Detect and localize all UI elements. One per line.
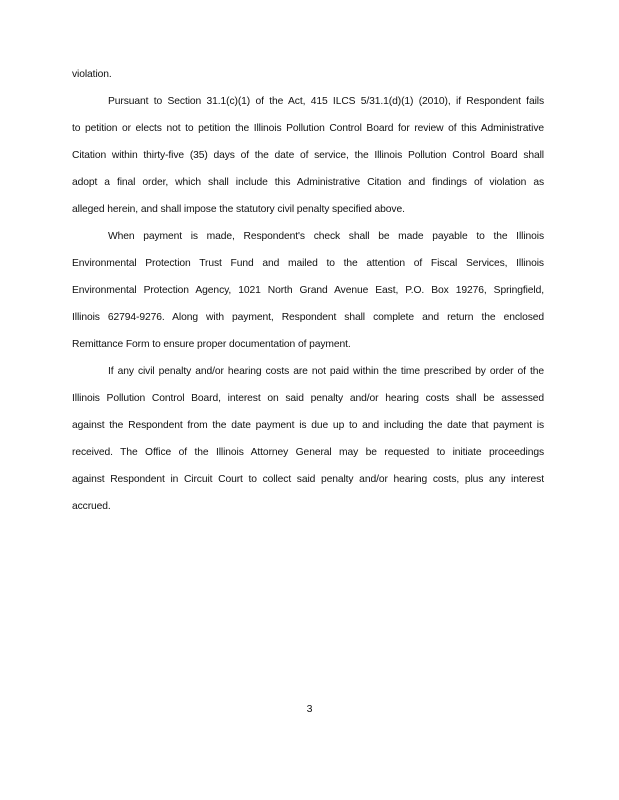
paragraph-line: adopt a final order, which shall include this Administrative Citation and findings of violation as xyxy=(72,177,544,188)
page-number: 3 xyxy=(306,703,313,715)
paragraph-line: Environmental Protection Agency, 1021 North Grand Avenue East, P.O. Box 19276, Springfield, xyxy=(72,285,544,296)
paragraph-line: Pursuant to Section 31.1(c)(1) of the Act, 415 ILCS 5/31.1(d)(1) (2010), if Respondent fails xyxy=(108,96,544,107)
paragraph-line: violation. xyxy=(72,69,112,80)
paragraph-line: received. The Office of the Illinois Attorney General may be requested to initiate proceedings xyxy=(72,447,544,458)
paragraph-line: Remittance Form to ensure proper documentation of payment. xyxy=(72,339,351,350)
paragraph-line: Illinois Pollution Control Board, interest on said penalty and/or hearing costs shall be assessed xyxy=(72,393,544,404)
paragraph-line: Illinois 62794-9276. Along with payment, Respondent shall complete and return the enclosed xyxy=(72,312,544,323)
paragraph-line: Environmental Protection Trust Fund and mailed to the attention of Fiscal Services, Illinois xyxy=(72,258,544,269)
paragraph-line: When payment is made, Respondent's check shall be made payable to the Illinois xyxy=(108,231,544,242)
paragraph-line: against Respondent in Circuit Court to collect said penalty and/or hearing costs, plus any interest xyxy=(72,474,544,485)
paragraph-line: alleged herein, and shall impose the statutory civil penalty specified above. xyxy=(72,204,405,215)
paragraph-line: against the Respondent from the date payment is due up to and including the date that payment is xyxy=(72,420,544,431)
paragraph-line: to petition or elects not to petition the Illinois Pollution Control Board for review of this Administrative xyxy=(72,123,544,134)
paragraph-line: Citation within thirty-five (35) days of the date of service, the Illinois Pollution Control Board shall xyxy=(72,150,544,161)
paragraph-line: accrued. xyxy=(72,501,111,512)
paragraph-line: If any civil penalty and/or hearing costs are not paid within the time prescribed by order of the xyxy=(108,366,544,377)
